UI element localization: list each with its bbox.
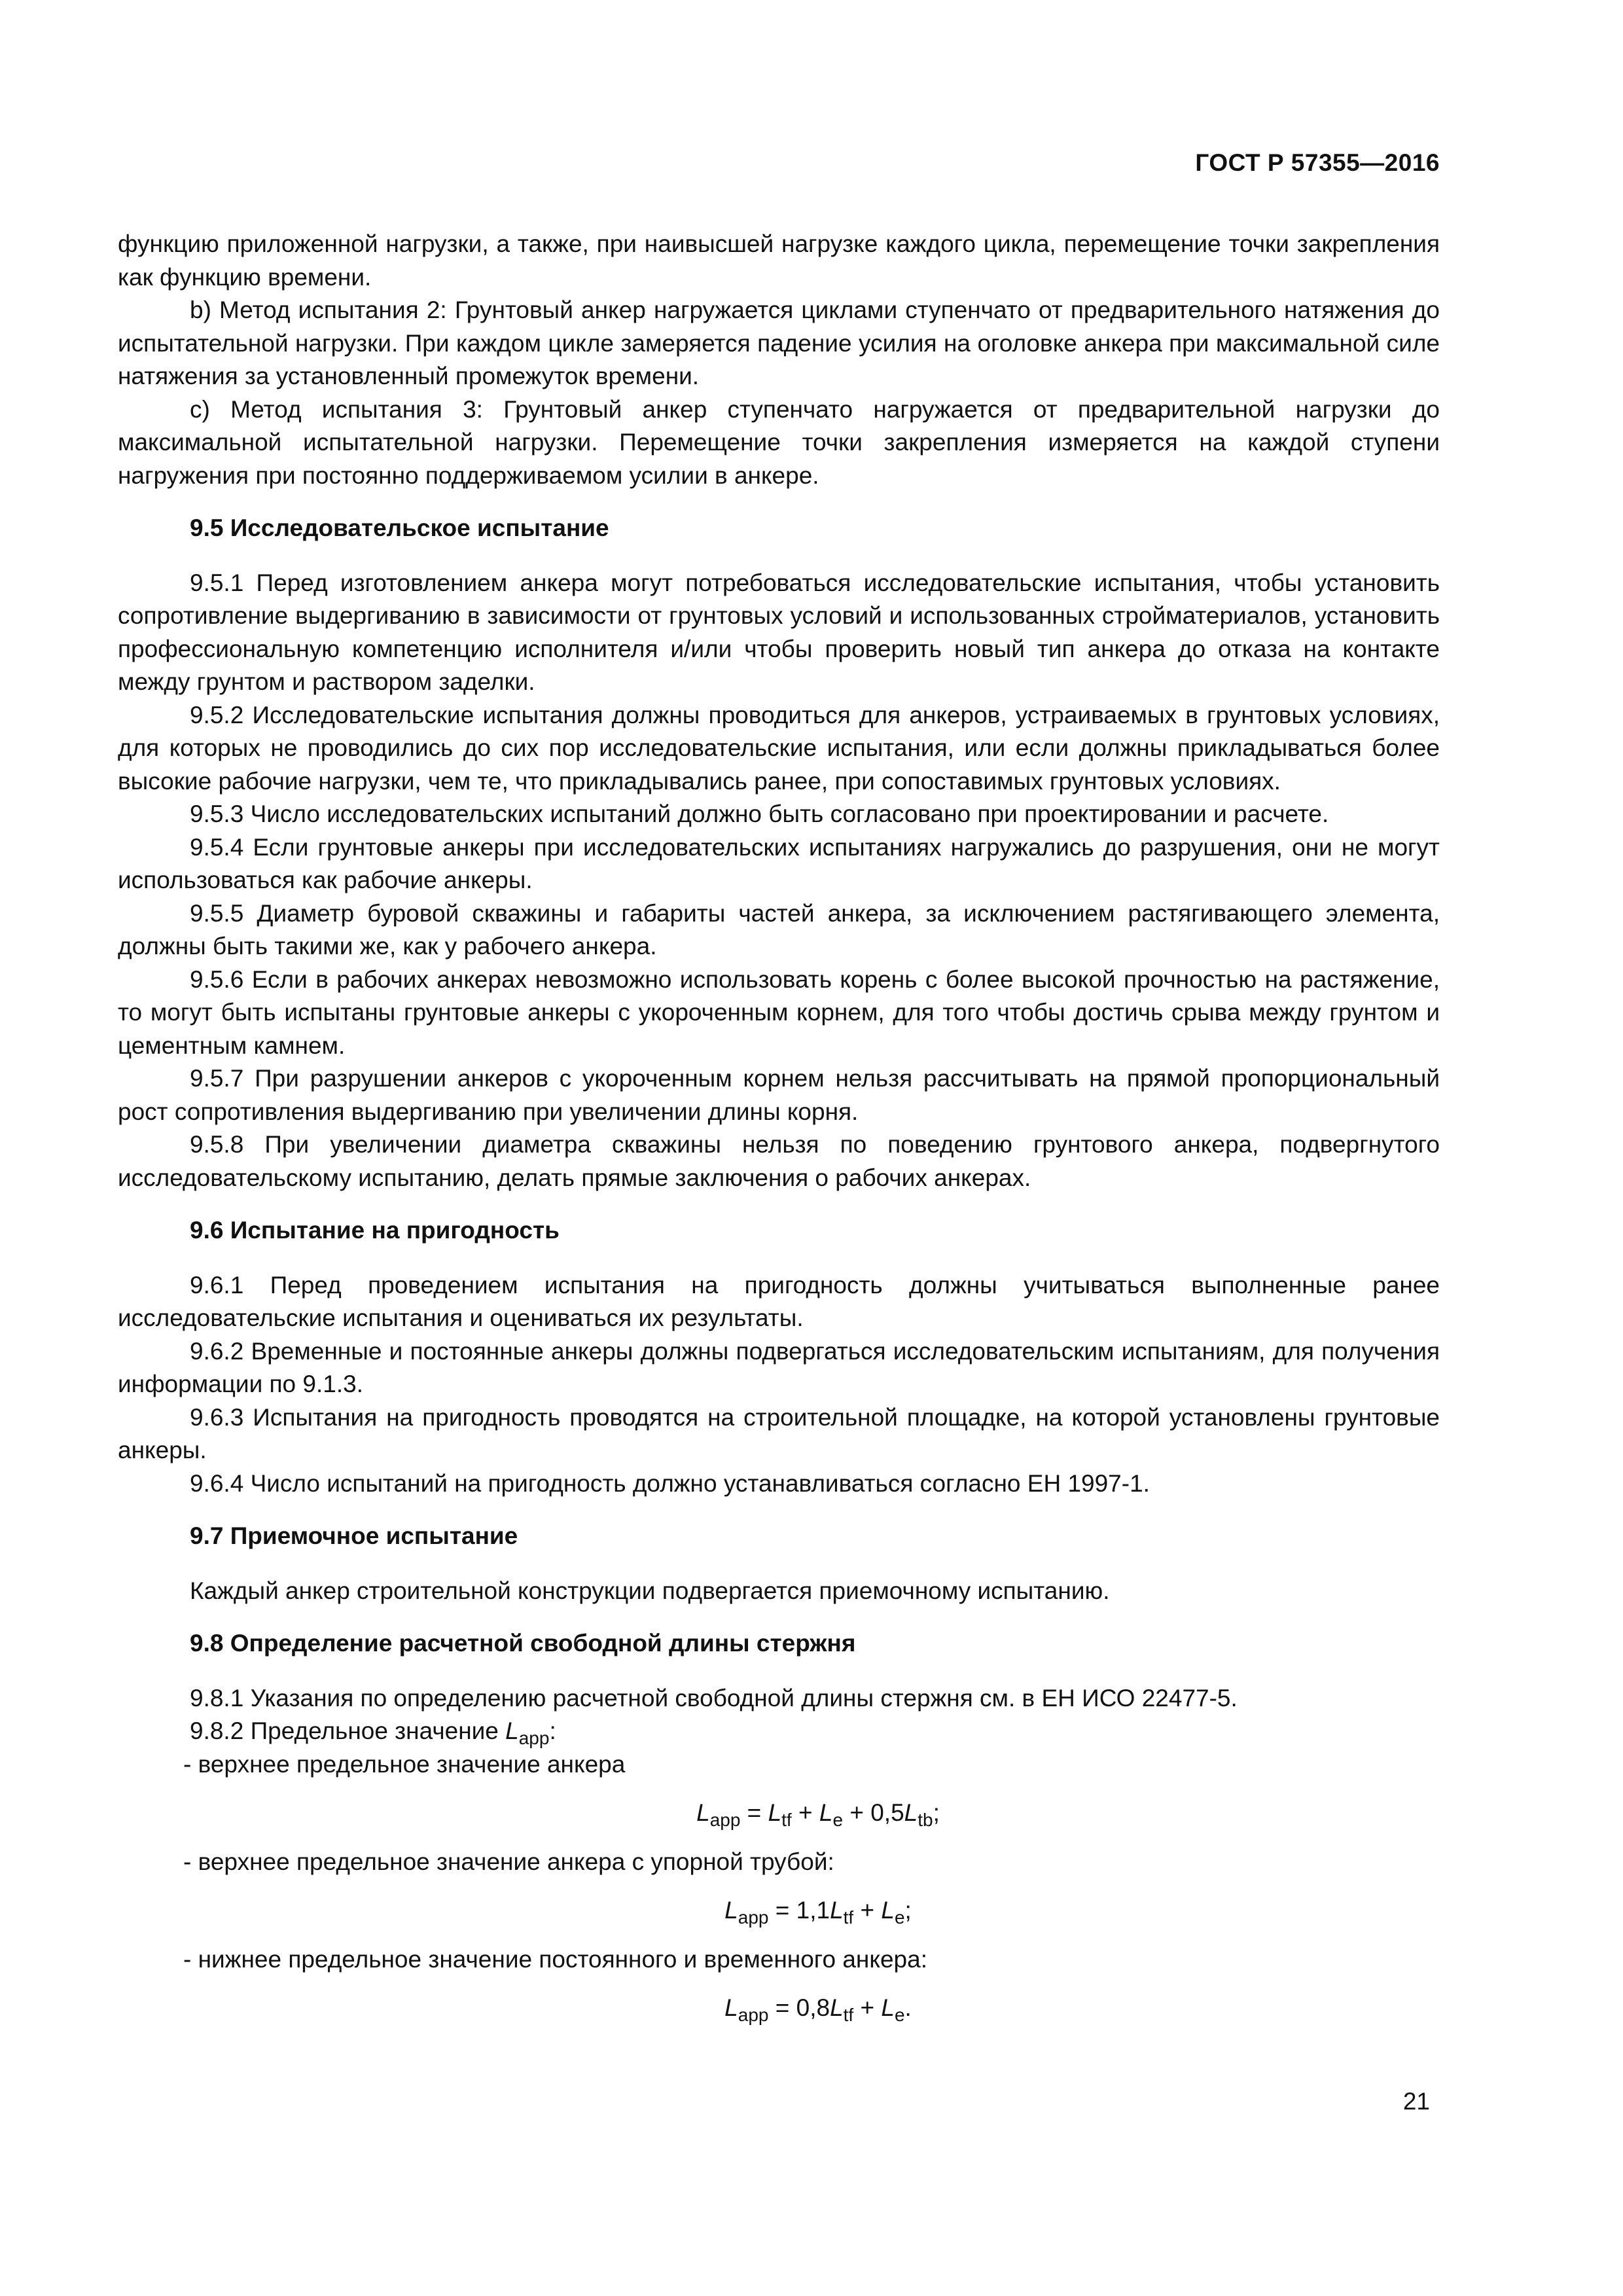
document-id-header: ГОСТ Р 57355—2016: [1195, 149, 1440, 176]
section-heading-9-5: 9.5 Исследовательское испытание: [190, 514, 609, 541]
clause-9-7-text: Каждый анкер строительной конструкции подвергается приемочному испытанию.: [190, 1577, 1110, 1604]
formula-upper-limit: $L_{app} = L_{tf} + L_e + 0,5L_{tb}$;: [696, 1799, 940, 1830]
case-lower-limit: - нижнее предельное значение постоянного и временного анкера:: [183, 1945, 927, 1973]
clause-9-6-1: 9.6.1 Перед проведением испытания на пригодность должны учитываться выполненные ранее исследовательские испытания и оцениваться их результаты.: [118, 1271, 1440, 1331]
clause-9-6-3: 9.6.3 Испытания на пригодность проводятся на строительной площадке, на которой установлены грунтовые анкеры.: [118, 1403, 1440, 1463]
clause-9-5-7: 9.5.7 При разрушении анкеров с укороченным корнем нельзя рассчитывать на прямой пропорциональный рост сопротивления выдергиванию при увеличении длины корня.: [118, 1065, 1440, 1125]
page-content: [118, 228, 1440, 2041]
clause-9-5-4: 9.5.4 Если грунтовые анкеры при исследовательских испытаниях нагружались до разрушения, они не могут использоваться как рабочие анкеры.: [118, 833, 1440, 893]
section-heading-9-7: 9.7 Приемочное испытание: [190, 1522, 518, 1549]
document-page: [118, 0, 1440, 2296]
case-upper-limit-tube: - верхнее предельное значение анкера с упорной трубой:: [183, 1848, 834, 1875]
clause-9-5-2: 9.5.2 Исследовательские испытания должны проводиться для анкеров, устраиваемых в грунтовых условиях, для которых не проводились до сих пор исследовательские испытания, или если должны прикладываться более высокие рабочие нагрузки, чем те, что прикладывались ранее, при сопоставимых грунтовых условиях.: [118, 701, 1440, 795]
section-heading-9-8: 9.8 Определение расчетной свободной длины стержня: [190, 1630, 856, 1657]
clause-9-5-8: 9.5.8 При увеличении диаметра скважины нельзя по поведению грунтового анкера, подвергнутого исследовательскому испытанию, делать прямые заключения о рабочих анкерах.: [118, 1131, 1440, 1191]
page-number: 21: [1402, 2088, 1430, 2115]
case-upper-limit: - верхнее предельное значение анкера: [183, 1750, 626, 1778]
paragraph-continuation: функцию приложенной нагрузки, а также, при наивысшей нагрузке каждого цикла, перемещение точки закрепления как функцию времени.: [118, 230, 1440, 291]
formula-upper-limit-tube: $L_{app} = 1,1L_{tf} + L_e$;: [724, 1897, 912, 1928]
clause-9-6-4: 9.6.4 Число испытаний на пригодность должно устанавливаться согласно ЕН 1997-1.: [190, 1469, 1150, 1497]
paragraph-method-2: b) Метод испытания 2: Грунтовый анкер нагружается циклами ступенчато от предварительного натяжения до испытательной нагрузки. При каждом цикле замеряется падение усилия на оголовке анкера при максимальной силе натяжения за установленный промежуток времени.: [118, 296, 1440, 389]
clause-9-8-2: 9.8.2 Предельное значение $L_{app}$:: [190, 1717, 556, 1748]
clause-9-5-1: 9.5.1 Перед изготовлением анкера могут потребоваться исследовательские испытания, чтобы установить сопротивление выдергиванию в зависимости от грунтовых условий и использованных стройматериалов, установить профессиональную компетенцию исполнителя и/или чтобы проверить новый тип анкера до отказа на контакте между грунтом и раствором заделки.: [118, 569, 1440, 695]
clause-9-6-2: 9.6.2 Временные и постоянные анкеры должны подвергаться исследовательским испытаниям, для получения информации по 9.1.3.: [118, 1337, 1440, 1397]
section-heading-9-6: 9.6 Испытание на пригодность: [190, 1217, 560, 1244]
paragraph-method-3: c) Метод испытания 3: Грунтовый анкер ступенчато нагружается от предварительной нагрузки до максимальной испытательной нагрузки. Перемещение точки закрепления измеряется на каждой ступени нагружения при постоянно поддерживаемом усилии в анкере.: [118, 395, 1440, 489]
clause-9-8-1: 9.8.1 Указания по определению расчетной свободной длины стержня см. в ЕН ИСО 22477-5.: [190, 1684, 1238, 1712]
clause-9-5-6: 9.5.6 Если в рабочих анкерах невозможно использовать корень с более высокой прочностью на растяжение, то могут быть испытаны грунтовые анкеры с укороченным корнем, для того чтобы достичь срыва между грунтом и цементным камнем.: [118, 965, 1440, 1059]
clause-9-5-5: 9.5.5 Диаметр буровой скважины и габариты частей анкера, за исключением растягивающего элемента, должны быть такими же, как у рабочего анкера.: [118, 899, 1440, 960]
formula-lower-limit: $L_{app} = 0,8L_{tf} + L_e$.: [724, 1994, 912, 2025]
clause-9-5-3: 9.5.3 Число исследовательских испытаний должно быть согласовано при проектировании и расчете.: [190, 800, 1329, 827]
